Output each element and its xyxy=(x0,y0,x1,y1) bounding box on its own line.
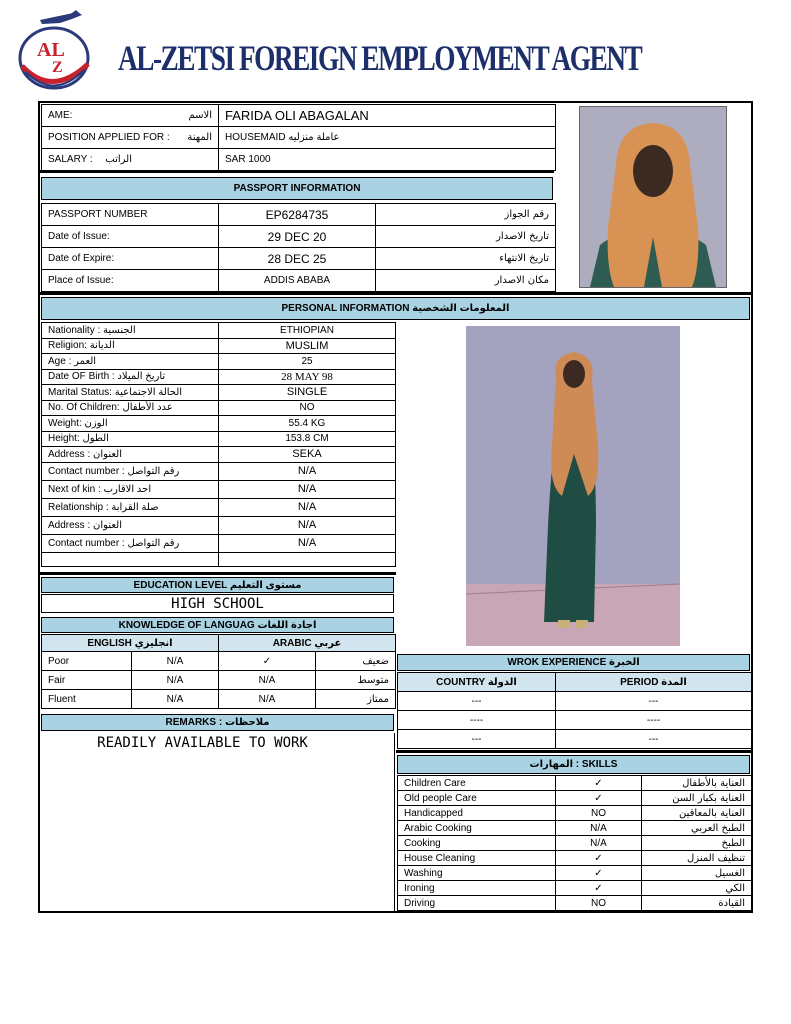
nationality-value: ETHIOPIAN xyxy=(219,323,396,339)
address-label: Address : العنوان xyxy=(42,447,219,463)
skill-driving: Driving xyxy=(398,896,556,911)
period-header: PERIOD المدة xyxy=(556,673,752,692)
skill-driving-ar: القيادة xyxy=(642,896,752,911)
remarks-header: REMARKS : ملاحظات xyxy=(41,714,394,731)
skill-arabic-cooking: Arabic Cooking xyxy=(398,821,556,836)
weight-label: Weight: الوزن xyxy=(42,416,219,432)
skill-house-cleaning: House Cleaning xyxy=(398,851,556,866)
arabic-fair-value: N/A xyxy=(219,671,316,690)
passport-table xyxy=(41,203,556,292)
languages-table xyxy=(41,634,396,709)
salary-label: SALARY : الراتب xyxy=(42,149,219,171)
issue-date-label: Date of Issue: xyxy=(42,226,219,248)
relationship-label: Relationship : صلة القرابة xyxy=(42,498,219,516)
english-poor-value: N/A xyxy=(132,652,219,671)
skill-arabic-cooking-ar: الطبخ العربي xyxy=(642,821,752,836)
place-of-issue-label-ar: مكان الاصدار xyxy=(376,270,556,292)
skill-ironing-value: ✓ xyxy=(556,881,642,896)
svg-text:Z: Z xyxy=(52,59,63,76)
kin-address-value: N/A xyxy=(219,516,396,534)
passport-number-label-ar: رقم الجواز xyxy=(376,204,556,226)
passport-number-label: PASSPORT NUMBER xyxy=(42,204,219,226)
address-value: SEKA xyxy=(219,447,396,463)
next-of-kin-value: N/A xyxy=(219,480,396,498)
children-value: NO xyxy=(219,400,396,416)
contact-number-value: N/A xyxy=(219,462,396,480)
weight-value: 55.4 KG xyxy=(219,416,396,432)
skill-ironing-ar: الكي xyxy=(642,881,752,896)
skill-children-care: Children Care xyxy=(398,776,556,791)
skill-children-care-ar: العناية بالأطفال xyxy=(642,776,752,791)
name-label: AME: الاسم xyxy=(42,105,219,127)
skill-washing-value: ✓ xyxy=(556,866,642,881)
children-label: No. Of Children: عدد الأطفال xyxy=(42,400,219,416)
place-of-issue-value: ADDIS ABABA xyxy=(219,270,376,292)
experience-period: --- xyxy=(556,692,752,711)
skill-driving-value: NO xyxy=(556,896,642,911)
position-value: HOUSEMAID عاملة منزليه xyxy=(219,127,556,149)
personal-header xyxy=(41,297,750,320)
level-fluent-label-ar: ممتاز xyxy=(316,690,396,709)
height-value: 153.8 CM xyxy=(219,431,396,447)
age-value: 25 xyxy=(219,354,396,370)
passport-photo xyxy=(579,106,727,288)
english-fluent-value: N/A xyxy=(132,690,219,709)
english-header: ENGLISH انجليزي xyxy=(42,635,219,652)
skill-handicapped-ar: العناية بالمعاقين xyxy=(642,806,752,821)
expire-date-label: Date of Expire: xyxy=(42,248,219,270)
empty-cell xyxy=(42,552,219,566)
skill-house-cleaning-ar: تنظيف المنزل xyxy=(642,851,752,866)
position-label: POSITION APPLIED FOR : المهنة xyxy=(42,127,219,149)
contact-number-label: Contact number : رقم التواصل xyxy=(42,462,219,480)
skill-cooking-ar: الطبخ xyxy=(642,836,752,851)
experience-table xyxy=(397,672,752,749)
issue-date-value: 29 DEC 20 xyxy=(219,226,376,248)
full-body-photo xyxy=(466,326,680,646)
kin-address-label: Address : العنوان xyxy=(42,516,219,534)
level-poor-label-ar: ضعيف xyxy=(316,652,396,671)
separator xyxy=(396,750,752,753)
level-fair-label: Fair xyxy=(42,671,132,690)
skill-house-cleaning-value: ✓ xyxy=(556,851,642,866)
remarks-box xyxy=(41,733,395,912)
education-value: HIGH SCHOOL xyxy=(41,594,394,613)
skill-old-people-care-value: ✓ xyxy=(556,791,642,806)
religion-label: Religion: الديانة xyxy=(42,338,219,354)
expire-date-label-ar: تاريخ الانتهاء xyxy=(376,248,556,270)
agency-logo xyxy=(12,6,102,90)
languages-header: KNOWLEDGE OF LANGUAG اجادة اللغات xyxy=(41,617,394,633)
kin-contact-label: Contact number : رقم التواصل xyxy=(42,534,219,552)
nationality-label: Nationality : الجنسية xyxy=(42,323,219,339)
arabic-fluent-value: N/A xyxy=(219,690,316,709)
skill-handicapped-value: NO xyxy=(556,806,642,821)
separator xyxy=(40,292,752,295)
skills-header: المهارات : SKILLS xyxy=(397,755,750,774)
experience-period: --- xyxy=(556,730,752,749)
expire-date-value: 28 DEC 25 xyxy=(219,248,376,270)
religion-value: MUSLIM xyxy=(219,338,396,354)
level-poor-label: Poor xyxy=(42,652,132,671)
relationship-value: N/A xyxy=(219,498,396,516)
skill-arabic-cooking-value: N/A xyxy=(556,821,642,836)
education-header: EDUCATION LEVEL مستوى التعليم xyxy=(41,577,394,593)
skill-ironing: Ironing xyxy=(398,881,556,896)
skill-cooking-value: N/A xyxy=(556,836,642,851)
skill-children-care-value: ✓ xyxy=(556,776,642,791)
skill-cooking: Cooking xyxy=(398,836,556,851)
english-fair-value: N/A xyxy=(132,671,219,690)
next-of-kin-label: Next of kin : احد الاقارب xyxy=(42,480,219,498)
experience-country: --- xyxy=(398,730,556,749)
empty-cell xyxy=(219,552,396,566)
arabic-header: ARABIC عربي xyxy=(219,635,396,652)
personal-header-ar: المعلومات الشخصية xyxy=(412,303,510,314)
place-of-issue-label: Place of Issue: xyxy=(42,270,219,292)
experience-period: ---- xyxy=(556,711,752,730)
remarks-value: READILY AVAILABLE TO WORK xyxy=(97,735,308,751)
kin-contact-value: N/A xyxy=(219,534,396,552)
separator xyxy=(40,170,554,173)
country-header: COUNTRY الدولة xyxy=(398,673,556,692)
personal-header-en: PERSONAL INFORMATION xyxy=(281,303,410,314)
passport-number-value: EP6284735 xyxy=(219,204,376,226)
experience-header: WROK EXPERIENCE الخبرة xyxy=(397,654,750,671)
experience-country: ---- xyxy=(398,711,556,730)
age-label: Age : العمر xyxy=(42,354,219,370)
issue-date-label-ar: تاريخ الاصدار xyxy=(376,226,556,248)
marital-status-value: SINGLE xyxy=(219,385,396,401)
dob-label: Date OF Birth : تاريخ الميلاد xyxy=(42,369,219,385)
name-value: FARIDA OLI ABAGALAN xyxy=(219,105,556,127)
height-label: Height: الطول xyxy=(42,431,219,447)
marital-status-label: Marital Status: الحالة الاجتماعية xyxy=(42,385,219,401)
level-fair-label-ar: متوسط xyxy=(316,671,396,690)
skill-washing: Washing xyxy=(398,866,556,881)
salary-value: SAR 1000 xyxy=(219,149,556,171)
dob-value: 28 MAY 98 xyxy=(219,369,396,385)
arabic-poor-value: ✓ xyxy=(219,652,316,671)
passport-header: PASSPORT INFORMATION xyxy=(41,177,553,200)
skill-old-people-care-ar: العناية بكبار السن xyxy=(642,791,752,806)
basic-info-table xyxy=(41,104,556,171)
skill-old-people-care: Old people Care xyxy=(398,791,556,806)
agency-title: AL-ZETSI FOREIGN EMPLOYMENT AGENT xyxy=(118,38,642,78)
skill-handicapped: Handicapped xyxy=(398,806,556,821)
skills-table xyxy=(397,775,752,911)
skill-washing-ar: الغسيل xyxy=(642,866,752,881)
personal-info-table xyxy=(41,322,396,567)
separator xyxy=(40,572,396,575)
svg-text:AL: AL xyxy=(37,39,65,61)
experience-country: --- xyxy=(398,692,556,711)
level-fluent-label: Fluent xyxy=(42,690,132,709)
